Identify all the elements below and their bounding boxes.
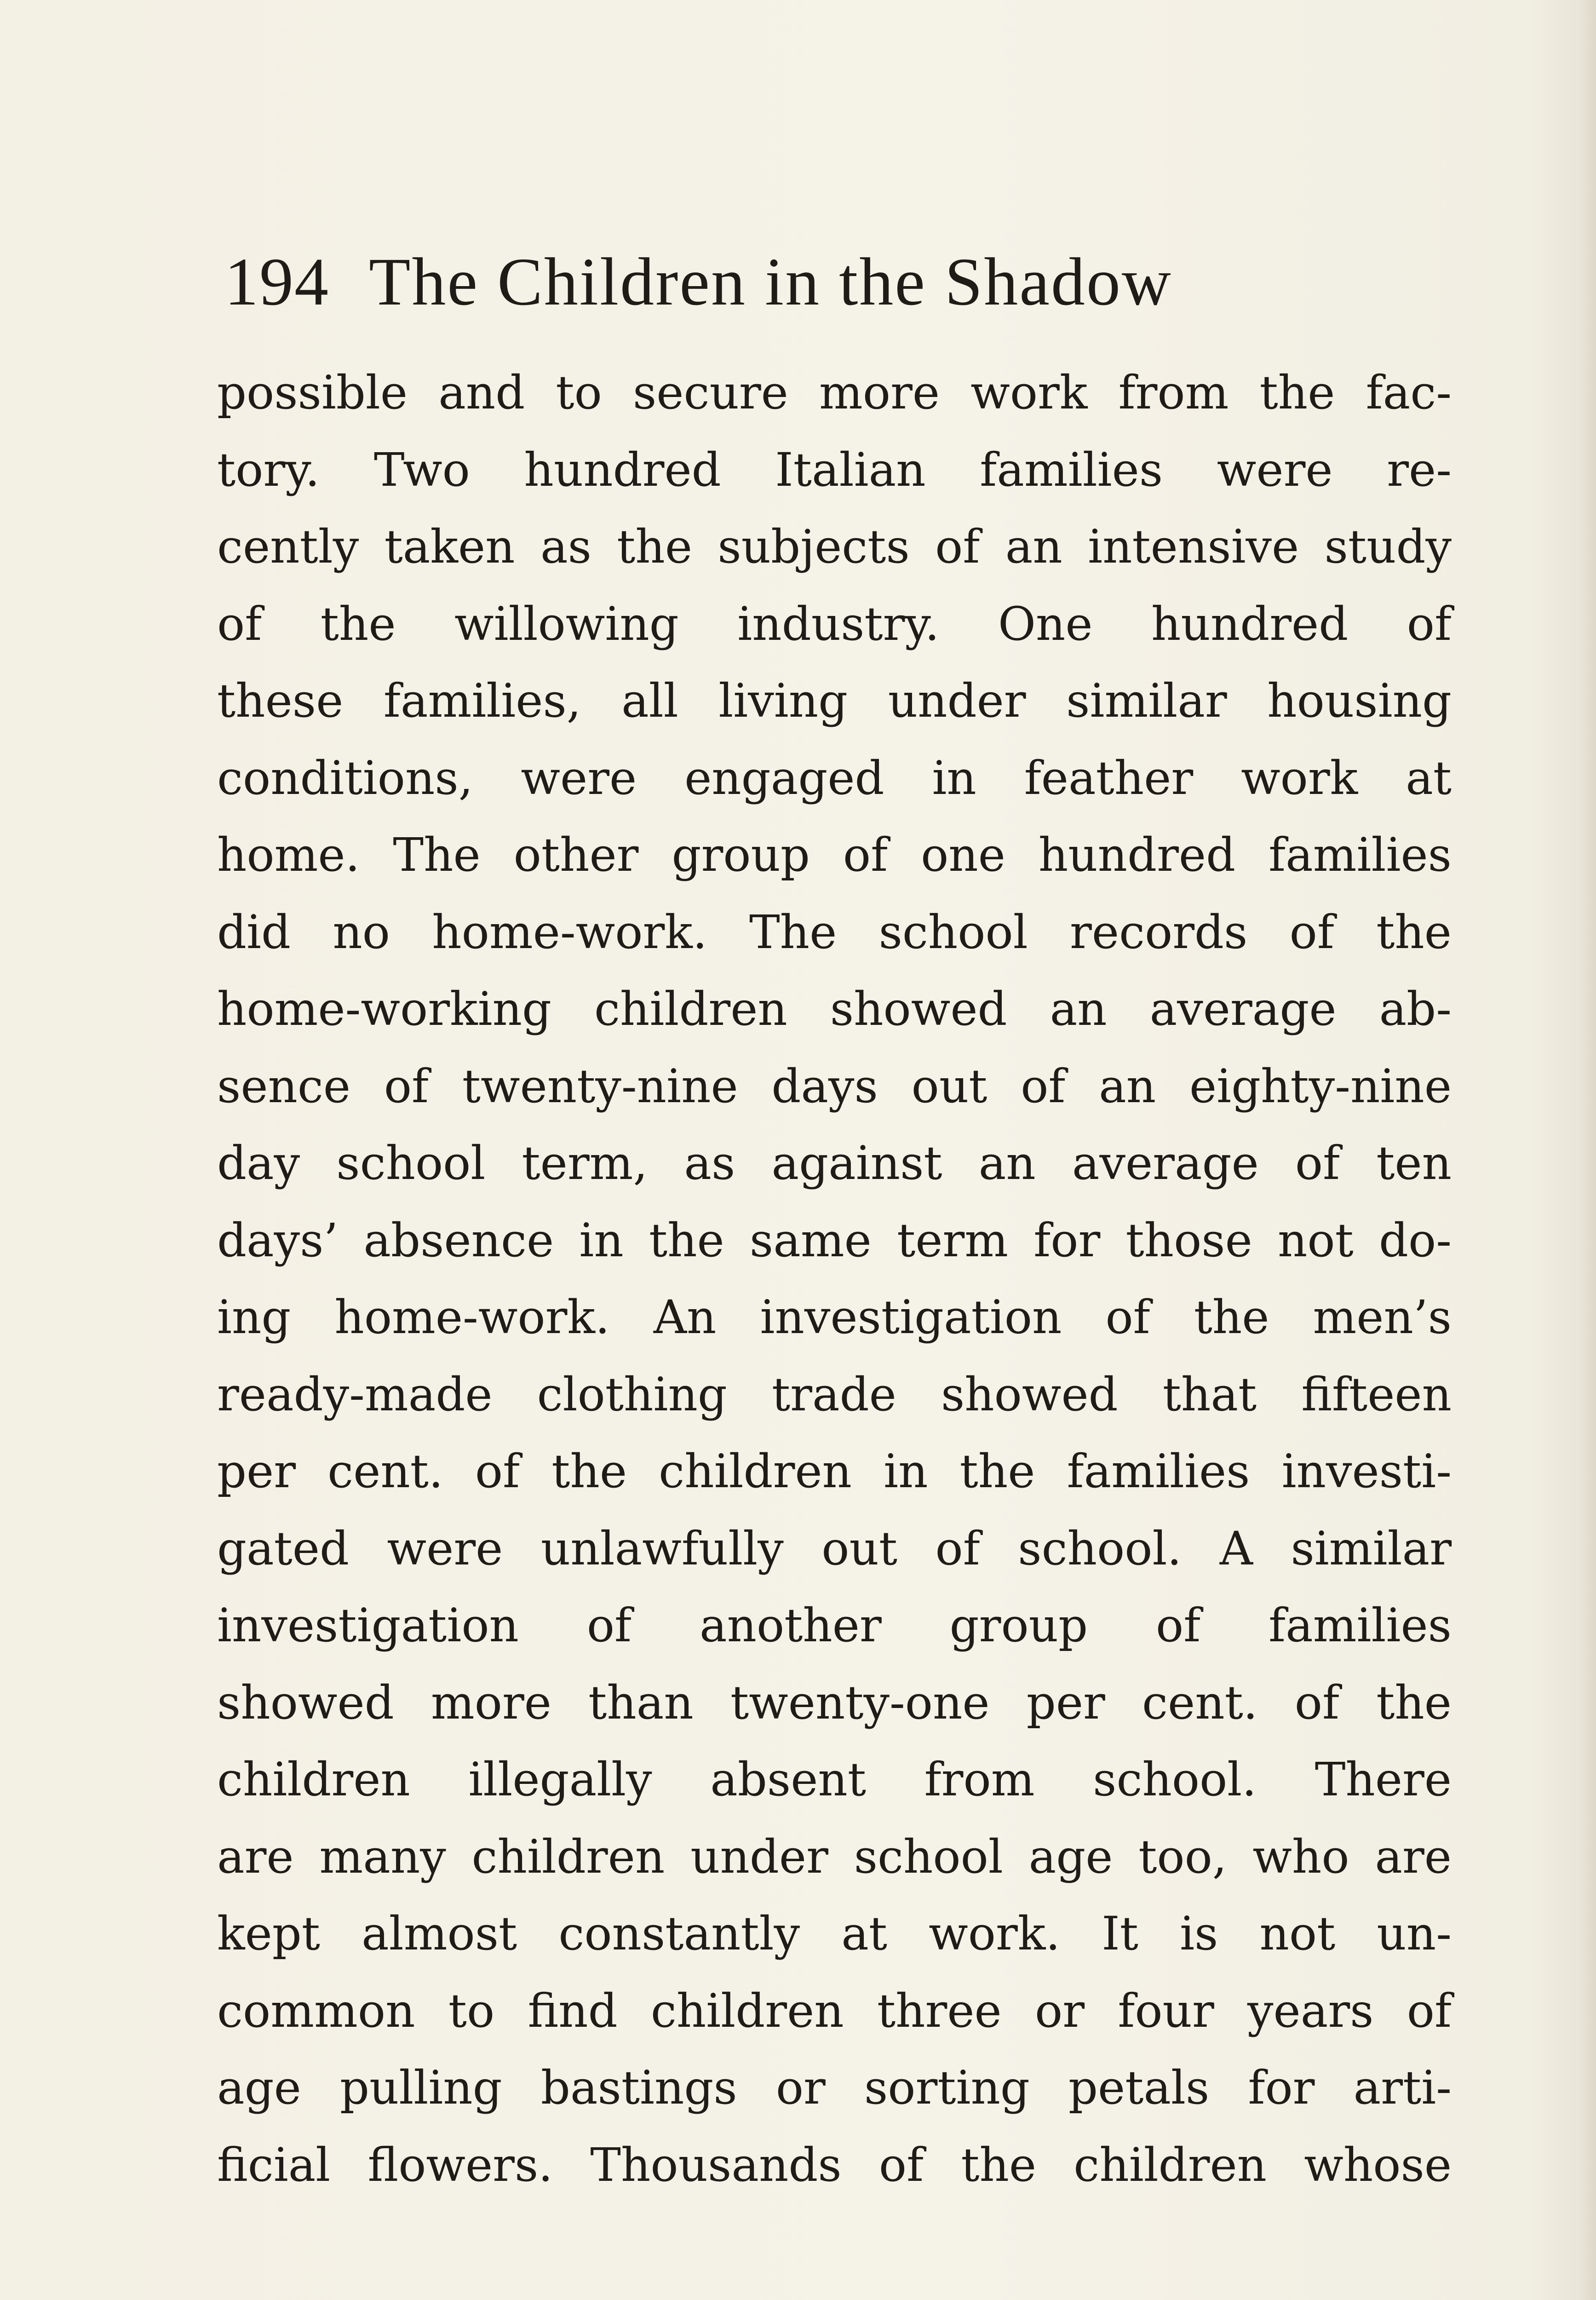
text-line: per cent. of the children in the families investi-: [217, 1444, 1452, 1498]
page-number: 194: [224, 244, 329, 320]
text-line: kept almost constantly at work. It is not un-: [217, 1907, 1452, 1961]
body-text: [217, 354, 1452, 2203]
text-line: are many children under school age too, who are: [217, 1829, 1452, 1884]
text-line: ficial flowers. Thousands of the children whose: [217, 2138, 1452, 2192]
text-line: home. The other group of one hundred families: [217, 828, 1452, 882]
text-line: did no home-work. The school records of the: [217, 905, 1452, 959]
text-line: of the willowing industry. One hundred of: [217, 597, 1452, 651]
text-line: these families, all living under similar housing: [217, 674, 1452, 728]
text-line: ing home-work. An investigation of the men’s: [217, 1290, 1452, 1344]
text-line: children illegally absent from school. There: [217, 1753, 1452, 1806]
running-title: The Children in the Shadow: [369, 244, 1172, 320]
text-line: age pulling bastings or sorting petals for arti-: [217, 2061, 1452, 2115]
page-header: [224, 243, 1448, 335]
text-line: day school term, as against an average of ten: [217, 1136, 1452, 1190]
text-line: possible and to secure more work from the fac-: [217, 366, 1452, 420]
text-line: cently taken as the subjects of an intensive study: [217, 520, 1452, 574]
text-line: ready-made clothing trade showed that fifteen: [217, 1367, 1452, 1421]
text-line: investigation of another group of families: [217, 1598, 1452, 1652]
text-line: home-working children showed an average ab-: [217, 982, 1452, 1036]
text-line: conditions, were engaged in feather work at: [217, 751, 1452, 805]
text-line: sence of twenty-nine days out of an eighty-nine: [217, 1059, 1452, 1113]
text-line: tory. Two hundred Italian families were re-: [217, 443, 1452, 497]
text-line: days’ absence in the same term for those not do-: [217, 1213, 1452, 1267]
text-line: common to find children three or four years of: [217, 1984, 1452, 2038]
text-line: gated were unlawfully out of school. A similar: [217, 1521, 1452, 1576]
text-line: showed more than twenty-one per cent. of the: [217, 1675, 1452, 1730]
